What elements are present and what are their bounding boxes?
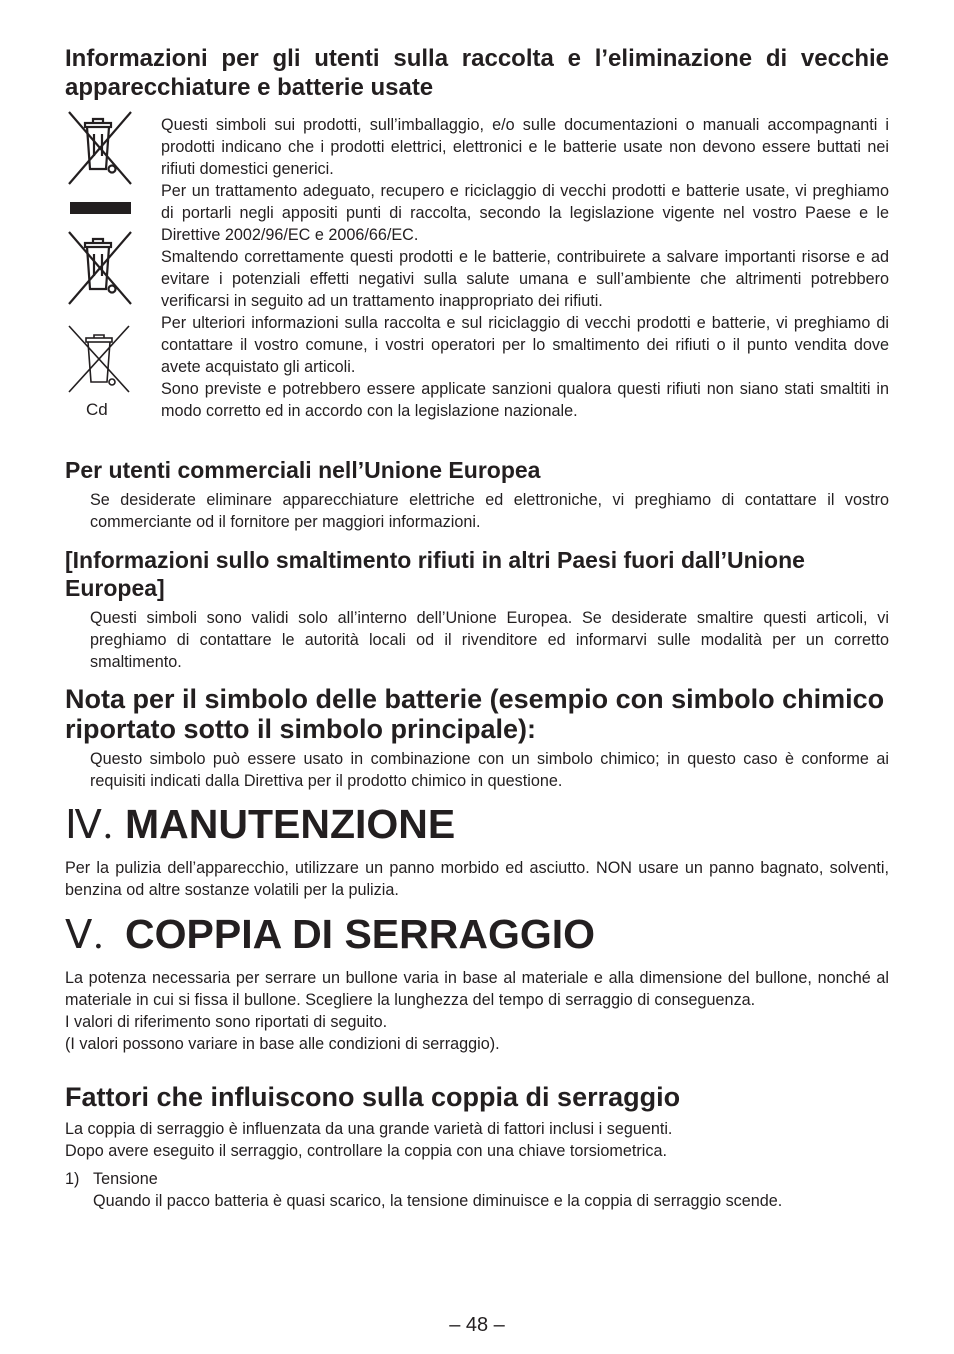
coppia-text: (I valori possono variare in base alle condizioni di serraggio). xyxy=(65,1035,500,1053)
list-item xyxy=(65,1168,889,1212)
coppia-section xyxy=(65,912,889,1055)
list-item-number: 1) xyxy=(65,1170,80,1188)
weee-paragraph: Per ulteriori informazioni sulla raccolta e sul riciclaggio di vecchi prodotti e batterie, vi preghiamo di contattare il vostro comune, i vostri operatori per lo smaltimento dei rifiuti o il punto vendita dove avete acquistato gli articoli. xyxy=(161,314,889,376)
weee-paragraph: Sono previste e potrebbero essere applicate sanzioni qualora questi rifiuti non siano stati smaltiti in modo corretto ed in accordo con la legislazione nazionale. xyxy=(161,380,889,420)
manutenzione-text: Per la pulizia dell’apparecchio, utilizzare un panno morbido ed asciutto. NON usare un panno bagnato, solventi, benzina od altre sostanze volatili per la pulizia. xyxy=(65,859,889,899)
manutenzione-heading xyxy=(65,802,889,847)
fattori-title: Fattori che influiscono sulla coppia di serraggio xyxy=(65,1082,681,1112)
battery-note-title: Nota per il simbolo delle batterie (esempio con simbolo chimico riportato sotto il simbolo principale): xyxy=(65,684,885,744)
weee-title: Informazioni per gli utenti sulla raccolta e l’eliminazione di vecchie apparecchiature e batterie usate xyxy=(65,45,889,101)
battery-note-section xyxy=(65,684,889,792)
commercial-title: Per utenti commerciali nell’Unione Europea xyxy=(65,457,541,483)
non-eu-section xyxy=(65,546,889,673)
fattori-section xyxy=(65,1082,889,1212)
fattori-text: Dopo avere eseguito il serraggio, controllare la coppia con una chiave torsiometrica. xyxy=(65,1142,667,1160)
black-bar-marker xyxy=(70,202,131,214)
weee-paragraph: Questi simboli sui prodotti, sull’imballaggio, e/o sulle documentazioni o manuali accompagnanti i prodotti indicano che i prodotti elettrici, elettronici e le batterie usate non devono essere buttati nei rifiuti domestici generici. xyxy=(161,116,889,178)
non-eu-title: [Informazioni sullo smaltimento rifiuti in altri Paesi fuori dall’Unione Europea] xyxy=(65,547,805,601)
crossed-bin-icon xyxy=(65,228,135,306)
manutenzione-section xyxy=(65,802,889,901)
commercial-section xyxy=(65,456,889,533)
non-eu-text: Questi simboli sono validi solo all’interno dell’Unione Europea. Se desiderate smaltire questi articoli, vi preghiamo di contattare le autorità locali od il rivenditore ed informarvi sulle modalità per un corretto smaltimento. xyxy=(90,609,889,671)
coppia-text: I valori di riferimento sono riportati di seguito. xyxy=(65,1013,388,1031)
crossed-bin-icon xyxy=(65,108,135,186)
crossed-battery-bin-icon xyxy=(65,322,135,396)
weee-paragraph: Smaltendo correttamente questi prodotti e le batterie, contribuirete a salvare importanti risorse e ad evitare i potenziali effetti negativi sulla salute umana e sull’ambiente che altrimenti potrebbero verificarsi in seguito ad un trattamento inappropriato dei rifiuti. xyxy=(161,248,889,310)
weee-section xyxy=(65,44,889,422)
list-item-head: Tensione xyxy=(93,1170,158,1188)
manutenzione-title: MANUTENZIONE xyxy=(125,801,456,847)
weee-paragraphs xyxy=(161,114,889,422)
section-number: Ⅳ. xyxy=(65,802,114,847)
coppia-heading xyxy=(65,912,889,957)
commercial-text: Se desiderate eliminare apparecchiature elettriche ed elettroniche, vi preghiamo di contattare il vostro commerciante od il fornitore per maggiori informazioni. xyxy=(90,491,889,531)
coppia-text: La potenza necessaria per serrare un bullone varia in base al materiale e alla dimensione del bullone, nonché al materiale in cui si fissa il bullone. Scegliere la lunghezza del tempo di serraggio di conseguenza. xyxy=(65,969,889,1009)
battery-note-text: Questo simbolo può essere usato in combinazione con un simbolo chimico; in questo caso è conforme ai requisiti indicati dalla Direttiva per il prodotto chimico in questione. xyxy=(90,750,889,790)
fattori-text: La coppia di serraggio è influenzata da una grande varietà di fattori inclusi i seguenti. xyxy=(65,1120,673,1138)
section-number: Ⅴ. xyxy=(65,912,105,957)
cd-label: Cd xyxy=(86,400,108,419)
page-number: – 48 – xyxy=(449,1314,505,1336)
list-item-text: Quando il pacco batteria è quasi scarico, la tensione diminuisce e la coppia di serraggio scende. xyxy=(93,1192,783,1210)
coppia-title: COPPIA DI SERRAGGIO xyxy=(125,911,596,957)
weee-paragraph: Per un trattamento adeguato, recupero e riciclaggio di vecchi prodotti e batterie usate, vi preghiamo di portarli negli appositi punti di raccolta, secondo la legislazione vigente nel vostro Paese e le Direttive 2002/96/EC e 2006/66/EC. xyxy=(161,182,889,244)
